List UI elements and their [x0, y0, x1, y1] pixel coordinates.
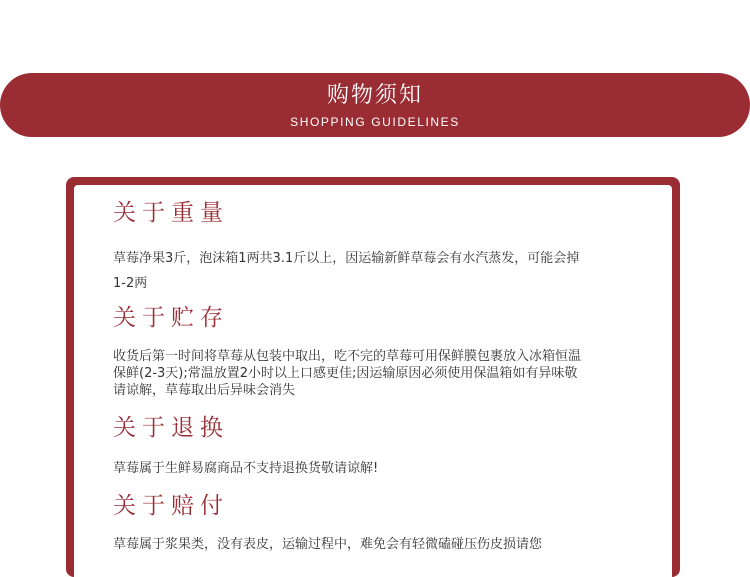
section-text-storage: 收货后第一时间将草莓从包装中取出，吃不完的草莓可用保鲜膜包裹放入冰箱恒温保鲜(2-3天);常温放置2小时以上口感更佳;因运输原因必须使用保温箱如有异味敬请谅解，草莓取出后异味会消失: [113, 349, 582, 398]
section-text-compensation: 草莓属于浆果类，没有表皮，运输过程中，难免会有轻微磕碰压伤皮损请您: [113, 537, 543, 552]
section-heading-returns: 关于退换: [113, 415, 229, 441]
section-heading-compensation: 关于赔付: [113, 493, 229, 519]
guidelines-banner: [0, 73, 750, 137]
banner-subtitle: SHOPPING GUIDELINES: [290, 115, 460, 129]
section-text-returns: 草莓属于生鲜易腐商品不支持退换货敬请谅解!: [113, 461, 379, 476]
banner-title: 购物须知: [326, 83, 423, 108]
section-text-weight: 草莓净果3斤，泡沫箱1两共3.1斤以上，因运输新鲜草莓会有水汽蒸发，可能会掉1-2两: [113, 251, 580, 291]
section-heading-weight: 关于重量: [113, 200, 229, 226]
section-heading-storage: 关于贮存: [113, 305, 229, 331]
